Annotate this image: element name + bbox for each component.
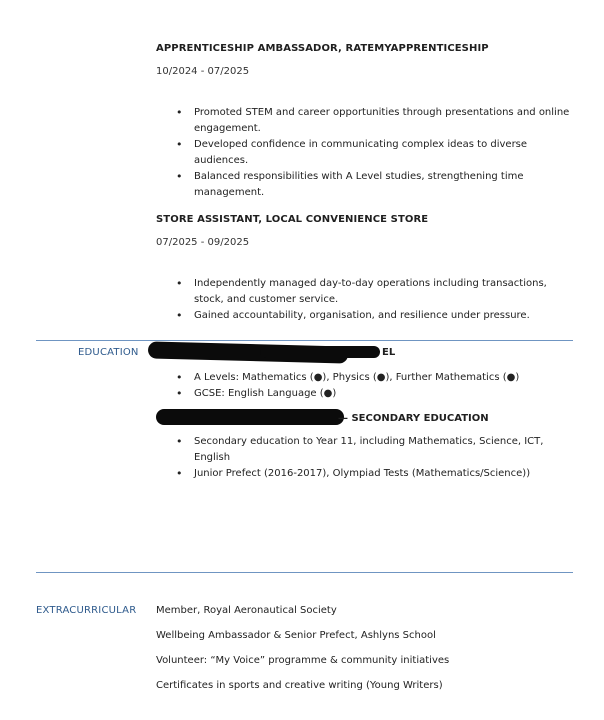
school-2-bullets — [176, 434, 571, 482]
extracurricular-item: Certificates in sports and creative writing (Young Writers) — [156, 680, 443, 691]
school-2-heading: — SECONDARY EDUCATION — [338, 413, 489, 424]
job-dates-1: 10/2024 - 07/2025 — [156, 66, 250, 77]
job-2-bullets — [176, 276, 571, 324]
extracurricular-item: Member, Royal Aeronautical Society — [156, 605, 337, 616]
school-1-name-fragment: EL — [382, 347, 396, 358]
extracurricular-item: Wellbeing Ambassador & Senior Prefect, Ashlyns School — [156, 630, 436, 641]
education-label: EDUCATION — [78, 347, 139, 358]
list-item: • Gained accountability, organisation, and resilience under pressure. — [176, 308, 571, 324]
list-item: • GCSE: English Language (●) — [176, 386, 571, 402]
list-item: • Secondary education to Year 11, including Mathematics, Science, ICT, English — [176, 434, 571, 466]
list-item: • A Levels: Mathematics (●), Physics (●), Further Mathematics (●) — [176, 370, 571, 386]
list-item: • Balanced responsibilities with A Level studies, strengthening time management. — [176, 169, 571, 201]
redaction-mark — [156, 409, 344, 425]
list-item: • Developed confidence in communicating complex ideas to diverse audiences. — [176, 137, 571, 169]
extracurricular-label: EXTRACURRICULAR — [36, 605, 137, 616]
redaction-mark — [260, 346, 380, 358]
job-dates-2: 07/2025 - 09/2025 — [156, 237, 250, 248]
list-item: • Independently managed day-to-day operations including transactions, stock, and customer service. — [176, 276, 571, 308]
extracurricular-item: Volunteer: “My Voice” programme & community initiatives — [156, 655, 450, 666]
job-title-2: STORE ASSISTANT, LOCAL CONVENIENCE STORE — [156, 214, 429, 225]
section-divider — [36, 572, 573, 573]
list-item: • Junior Prefect (2016-2017), Olympiad Tests (Mathematics/Science)) — [176, 466, 571, 482]
job-title-1: APPRENTICESHIP AMBASSADOR, RATEMYAPPRENTICESHIP — [156, 43, 489, 54]
job-1-bullets — [176, 105, 571, 201]
section-divider — [36, 340, 573, 341]
school-1-bullets — [176, 370, 571, 402]
list-item: • Promoted STEM and career opportunities through presentations and online engagement. — [176, 105, 571, 137]
